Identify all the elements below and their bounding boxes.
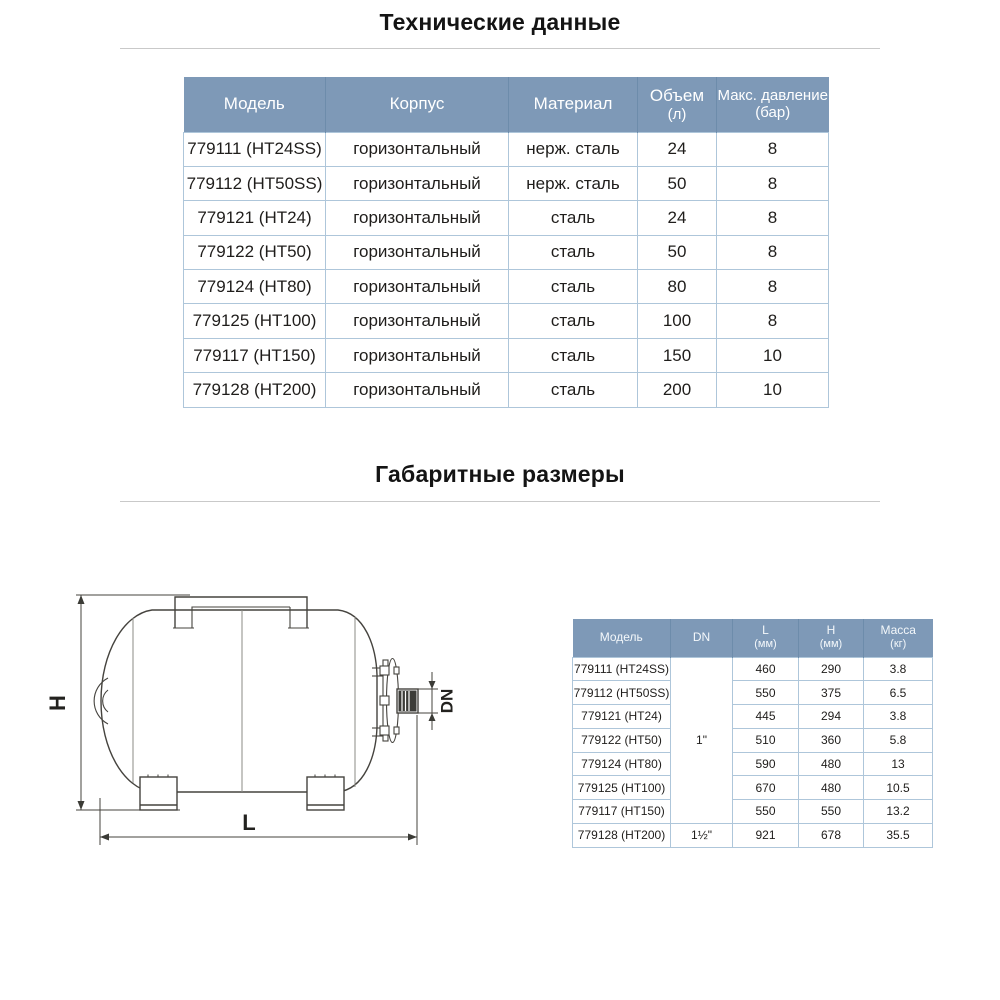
- cell-mass: 6.5: [864, 681, 933, 705]
- tank-handle: [173, 597, 309, 628]
- cell: нерж. сталь: [509, 166, 638, 200]
- col-header-dn: DN: [671, 619, 733, 657]
- cell: 779128 (HT200): [184, 373, 326, 407]
- cell-l: 445: [733, 705, 799, 729]
- cell: сталь: [509, 338, 638, 372]
- cell: 8: [717, 304, 829, 338]
- cell: 10: [717, 338, 829, 372]
- cell-h: 360: [799, 728, 864, 752]
- dimension-dn-label: DN: [437, 688, 457, 714]
- cell: 8: [717, 132, 829, 166]
- section-divider: [120, 48, 880, 49]
- table-row: [573, 728, 933, 752]
- cell-l: 670: [733, 776, 799, 800]
- col-header-max-pressure: Макс. давление (бар): [717, 77, 829, 132]
- table-header-row: [184, 77, 829, 132]
- dimension-h-label: H: [45, 695, 70, 711]
- cell-dn: 1½": [671, 823, 733, 847]
- cell-model: 779124 (HT80): [573, 752, 671, 776]
- cell: горизонтальный: [326, 132, 509, 166]
- cell-model: 779125 (HT100): [573, 776, 671, 800]
- cell: сталь: [509, 270, 638, 304]
- table-row: [184, 166, 829, 200]
- table-row: [184, 304, 829, 338]
- cell-l: 590: [733, 752, 799, 776]
- cell: горизонтальный: [326, 235, 509, 269]
- cell: 779111 (HT24SS): [184, 132, 326, 166]
- tank-foot-left: [140, 775, 177, 811]
- dimension-l-label: L: [242, 810, 256, 835]
- cell: горизонтальный: [326, 201, 509, 235]
- cell-mass: 35.5: [864, 823, 933, 847]
- cell-h: 294: [799, 705, 864, 729]
- tank-dimension-drawing: [40, 560, 520, 870]
- cell: 24: [638, 132, 717, 166]
- technical-data-table: [183, 77, 829, 408]
- cell-h: 375: [799, 681, 864, 705]
- cell: 100: [638, 304, 717, 338]
- cell: 50: [638, 235, 717, 269]
- cell: горизонтальный: [326, 270, 509, 304]
- dimensions-table: [572, 619, 933, 848]
- cell: сталь: [509, 373, 638, 407]
- cell: сталь: [509, 235, 638, 269]
- cell-mass: 3.8: [864, 705, 933, 729]
- col-header-body: Корпус: [326, 77, 509, 132]
- tank-outline: [101, 610, 377, 792]
- cell: горизонтальный: [326, 373, 509, 407]
- section-title-dimensions: Габаритные размеры: [375, 461, 625, 487]
- section-title-technical-data: Технические данные: [379, 9, 621, 35]
- cell: 10: [717, 373, 829, 407]
- cell-model: 779111 (HT24SS): [573, 657, 671, 681]
- cell-l: 510: [733, 728, 799, 752]
- table-row: [573, 823, 933, 847]
- cell: 779124 (HT80): [184, 270, 326, 304]
- cell-l: 550: [733, 681, 799, 705]
- cell: нерж. сталь: [509, 132, 638, 166]
- cell: 8: [717, 235, 829, 269]
- cell: 24: [638, 201, 717, 235]
- cell: 8: [717, 201, 829, 235]
- table-header-row: [573, 619, 933, 657]
- cell-h: 480: [799, 752, 864, 776]
- cell-model: 779121 (HT24): [573, 705, 671, 729]
- col-header-material: Материал: [509, 77, 638, 132]
- cell: 779122 (HT50): [184, 235, 326, 269]
- cell: 779121 (HT24): [184, 201, 326, 235]
- cell-h: 480: [799, 776, 864, 800]
- col-header-height: H (мм): [799, 619, 864, 657]
- cell: 200: [638, 373, 717, 407]
- col-header-mass: Масса (кг): [864, 619, 933, 657]
- cell-l: 921: [733, 823, 799, 847]
- cell-mass: 3.8: [864, 657, 933, 681]
- table-row: [184, 235, 829, 269]
- cell: горизонтальный: [326, 304, 509, 338]
- table-row: [184, 132, 829, 166]
- cell-model: 779117 (HT150): [573, 800, 671, 824]
- cell-dn-merged: 1": [671, 657, 733, 823]
- cell: 8: [717, 270, 829, 304]
- table-row: [184, 201, 829, 235]
- col-header-length: L (мм): [733, 619, 799, 657]
- section-divider: [120, 501, 880, 502]
- cell-model: 779112 (HT50SS): [573, 681, 671, 705]
- table-row: [573, 776, 933, 800]
- cell: 50: [638, 166, 717, 200]
- tank-nipple: [397, 689, 418, 713]
- cell: 80: [638, 270, 717, 304]
- cell: 779112 (HT50SS): [184, 166, 326, 200]
- cell-mass: 5.8: [864, 728, 933, 752]
- cell: сталь: [509, 304, 638, 338]
- table-row: [573, 657, 933, 681]
- tank-seam-lines: [133, 610, 355, 792]
- cell-mass: 10.5: [864, 776, 933, 800]
- table-row: [573, 752, 933, 776]
- table-row: [573, 800, 933, 824]
- cell-l: 550: [733, 800, 799, 824]
- cell: горизонтальный: [326, 338, 509, 372]
- cell: 150: [638, 338, 717, 372]
- table-row: [573, 681, 933, 705]
- tank-foot-right: [307, 775, 344, 811]
- cell: сталь: [509, 201, 638, 235]
- tank-flange: [372, 659, 399, 743]
- cell: горизонтальный: [326, 166, 509, 200]
- cell: 779125 (HT100): [184, 304, 326, 338]
- col-header-volume: Объем (л): [638, 77, 717, 132]
- cell-model: 779128 (HT200): [573, 823, 671, 847]
- cell-h: 290: [799, 657, 864, 681]
- cell-h: 550: [799, 800, 864, 824]
- col-header-model: Модель: [573, 619, 671, 657]
- cell: 8: [717, 166, 829, 200]
- table-row: [184, 373, 829, 407]
- table-row: [184, 338, 829, 372]
- table-row: [184, 270, 829, 304]
- cell: 779117 (HT150): [184, 338, 326, 372]
- cell-l: 460: [733, 657, 799, 681]
- cell-mass: 13.2: [864, 800, 933, 824]
- cell-model: 779122 (HT50): [573, 728, 671, 752]
- col-header-model: Модель: [184, 77, 326, 132]
- cell-mass: 13: [864, 752, 933, 776]
- cell-h: 678: [799, 823, 864, 847]
- table-row: [573, 705, 933, 729]
